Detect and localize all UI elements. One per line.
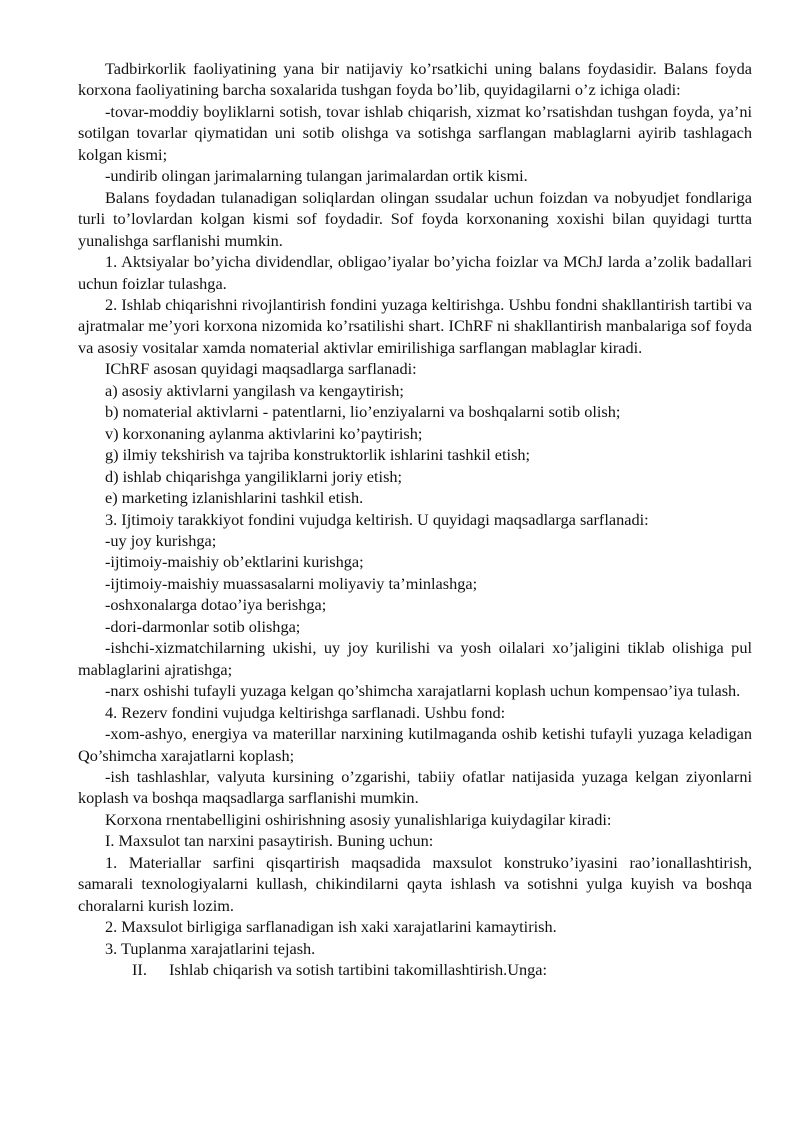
- list-item: -uy joy kurishga;: [105, 530, 217, 550]
- numbered-item: 3. Ijtimoiy tarakkiyot fondini vujudga keltirish. U quyidagi maqsadlarga sarflanadi:: [105, 509, 649, 529]
- list-item: -tovar-moddiy boyliklarni sotish, tovar ishlab chiqarish, xizmat ko’rsatishdan tushgan foyda, ya’ni sotilgan tovarlar qiymatidan uni sotib olishga va sotishga sarflangan mablaglarni ayirib tashlagach kolgan kismi;: [78, 101, 752, 164]
- body-paragraph: Korxona rnentabelligini oshirishning asosiy yunalishlariga kuiydagilar kiradi:: [105, 809, 612, 829]
- list-item: g) ilmiy tekshirish va tajriba konstruktorlik ishlarini tashkil etish;: [105, 445, 531, 465]
- list-item: d) ishlab chiqarishga yangiliklarni joriy etish;: [105, 466, 403, 486]
- intro-paragraph: Tadbirkorlik faoliyatining yana bir natijaviy ko’rsatkichi uning balans foydasidir. Balans foyda korxona faoliyatining barcha soxalarida tushgan foyda bo’lib, quyidagilarni o’z ichiga oladi:: [78, 59, 752, 100]
- list-item: -ish tashlashlar, valyuta kursining o’zgarishi, tabiiy ofatlar natijasida yuzaga kelgan ziyonlarni koplash va boshqa maqsadlarga sarflanishi mumkin.: [78, 766, 752, 808]
- list-item: -undirib olingan jarimalarning tulangan jarimalardan ortik kismi.: [105, 166, 528, 186]
- list-item: -oshxonalarga dotao’iya berishga;: [105, 595, 327, 615]
- body-paragraph: Balans foydadan tulanadigan soliqlardan olingan ssudalar uchun foizdan va nobyudjet fondlariga turli to’lovlardan kolgan kismi sof foydadir. Sof foyda korxonaning xoxishi bilan quyidagi turtta yunalishga sarflanishi mumkin.: [78, 187, 752, 250]
- numbered-item: 1. Aktsiyalar bo’yicha dividendlar, obligao’iyalar bo’yicha foizlar va MChJ larda a’zolik badallari uchun foizlar tulashga.: [78, 252, 752, 293]
- roman-item-last: [78, 959, 752, 980]
- numbered-item: 2. Maxsulot birligiga sarflanadigan ish xaki xarajatlarini kamaytirish.: [105, 917, 557, 937]
- roman-number: II.: [132, 960, 147, 980]
- roman-item: I. Maxsulot tan narxini pasaytirish. Buning uchun:: [105, 831, 434, 851]
- numbered-item: 1. Materiallar sarfini qisqartirish maqsadida maxsulot konstruko’iyasini rao’ionallashtirish, samarali texnologiyalarni kullash, chikindilarni qayta ishlash va sotishni yulga kuyish va boshqa choralarni kurish lozim.: [78, 852, 752, 915]
- list-item: -xom-ashyo, energiya va materillar narxining kutilmaganda oshib ketishi tufayli yuzaga keladigan Qo’shimcha xarajatlarni koplash;: [78, 724, 752, 765]
- list-item: -ijtimoiy-maishiy ob’ektlarini kurishga;: [105, 552, 364, 572]
- list-item: b) nomaterial aktivlarni - patentlarni, lio’enziyalarni va boshqalarni sotib olish;: [105, 402, 621, 422]
- roman-item-text: Ishlab chiqarish va sotish tartibini takomillashtirish.Unga:: [169, 960, 548, 980]
- document-page: [78, 58, 752, 980]
- list-item: -dori-darmonlar sotib olishga;: [105, 616, 301, 636]
- list-item: a) asosiy aktivlarni yangilash va kengaytirish;: [105, 380, 404, 400]
- list-item: v) korxonaning aylanma aktivlarini ko’paytirish;: [105, 423, 423, 443]
- list-item: e) marketing izlanishlarini tashkil etish.: [105, 488, 364, 508]
- list-item: -narx oshishi tufayli yuzaga kelgan qo’shimcha xarajatlarni koplash uchun kompensao’iya tulash.: [105, 681, 741, 701]
- list-item: -ishchi-xizmatchilarning ukishi, uy joy kurilishi va yosh oilalari xo’jaligini tiklab olishiga pul mablaglarini ajratishga;: [78, 638, 752, 679]
- numbered-item: 3. Tuplanma xarajatlarini tejash.: [105, 938, 316, 958]
- body-paragraph: IChRF asosan quyidagi maqsadlarga sarflanadi:: [105, 359, 417, 379]
- numbered-item: 4. Rezerv fondini vujudga keltirishga sarflanadi. Ushbu fond:: [105, 702, 506, 722]
- list-item: -ijtimoiy-maishiy muassasalarni moliyaviy ta’minlashga;: [105, 573, 478, 593]
- numbered-item: 2. Ishlab chiqarishni rivojlantirish fondini yuzaga keltirishga. Ushbu fondni shakllantirish tartibi va ajratmalar me’yori korxona nizomida ko’rsatilishi shart. IChRF ni shakllantirish manbalariga sof foyda va asosiy vositalar xamda nomaterial aktivlar emirilishiga sarflangan mablaglar kiradi.: [78, 294, 752, 357]
